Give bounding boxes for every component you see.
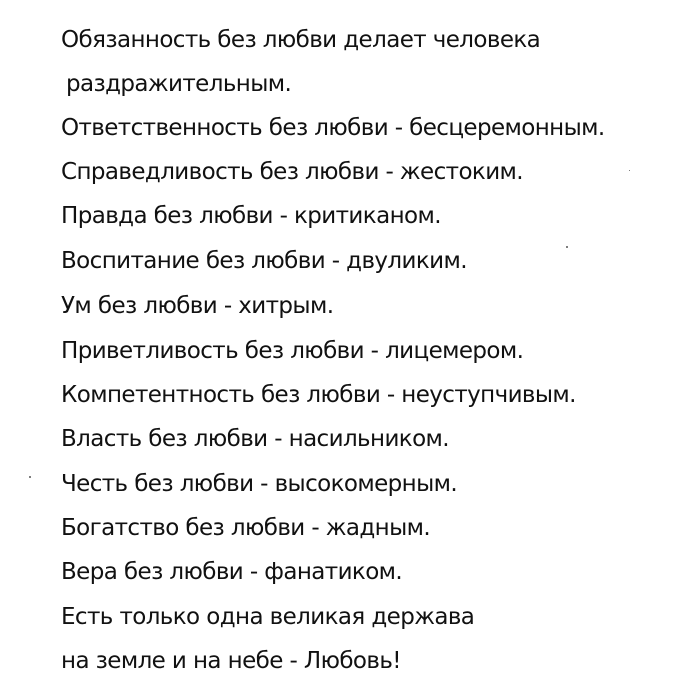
poem-line-9: Компетентность без любви - неуступчивым. (61, 382, 576, 408)
poem-line-11: Честь без любви - высокомерным. (61, 471, 458, 497)
scan-speck (566, 246, 568, 248)
poem-line-2: раздражительным. (66, 71, 292, 97)
scan-speck (29, 476, 31, 478)
poem-line-3: Ответственность без любви - бесцеремонным. (61, 115, 605, 141)
poem-line-4: Справедливость без любви - жестоким. (61, 159, 524, 185)
scan-speck (629, 170, 630, 171)
poem-line-5: Правда без любви - критиканом. (61, 203, 441, 229)
poem-line-15: на земле и на небе - Любовь! (61, 648, 401, 674)
poem-line-7: Ум без любви - хитрым. (61, 293, 334, 319)
poem-line-12: Богатство без любви - жадным. (61, 515, 431, 541)
poem-line-13: Вера без любви - фанатиком. (61, 559, 403, 585)
poem-line-14: Есть только одна великая держава (61, 604, 475, 630)
poem-line-1: Обязанность без любви делает человека (61, 27, 541, 53)
poem-line-6: Воспитание без любви - двуликим. (61, 248, 467, 274)
poem-line-8: Приветливость без любви - лицемером. (61, 338, 524, 364)
poem-line-10: Власть без любви - насильником. (61, 426, 450, 452)
